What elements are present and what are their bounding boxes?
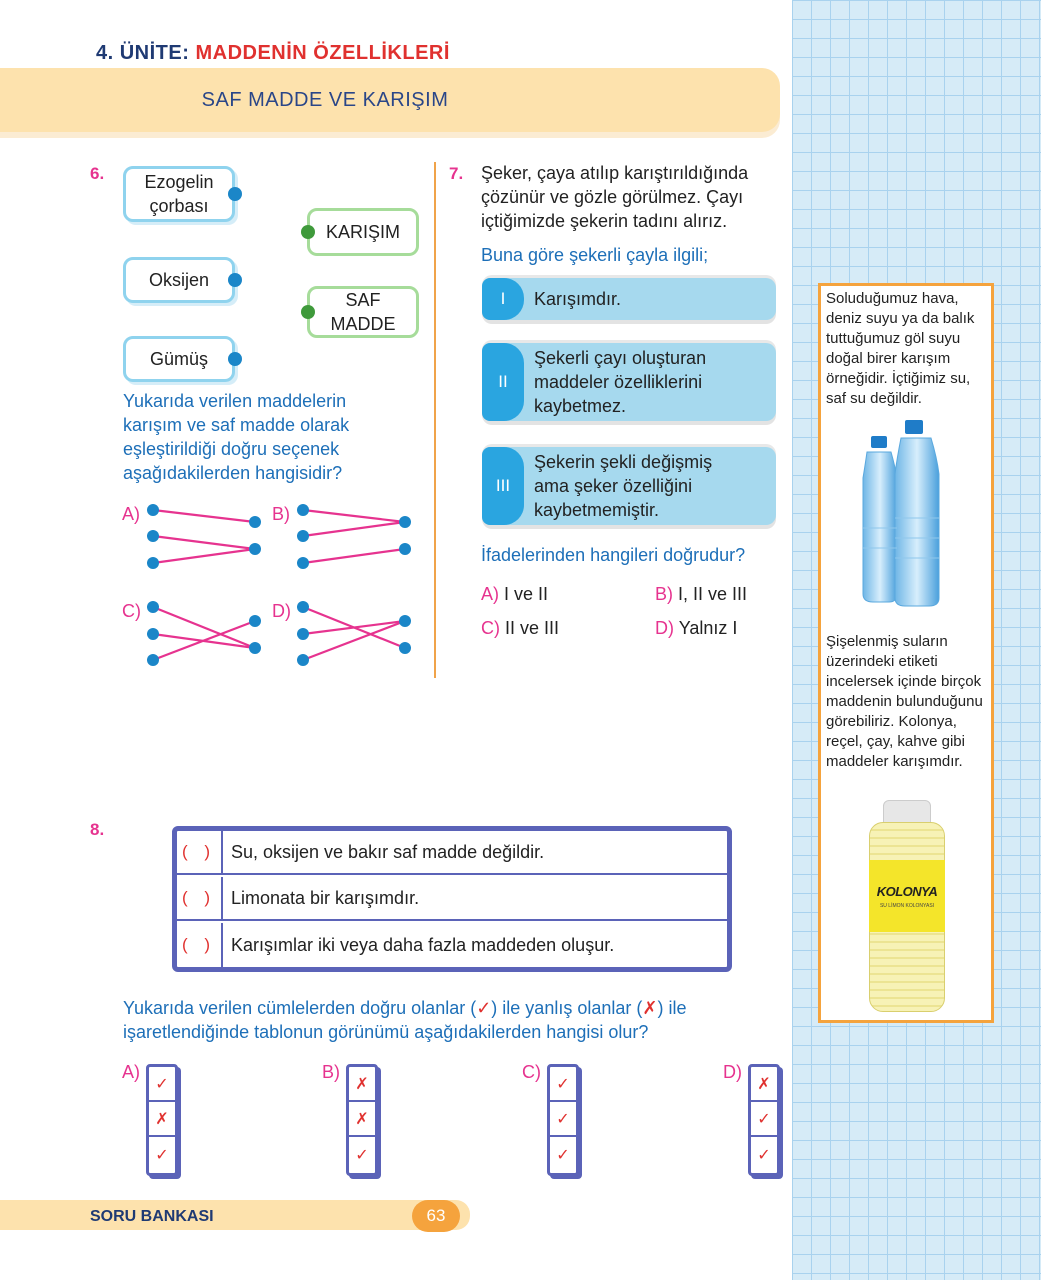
q7-option-b[interactable] — [655, 584, 747, 605]
unit-title: MADDENİN ÖZELLİKLERİ — [195, 42, 450, 64]
category-label: KARIŞIM — [325, 222, 400, 242]
category-card — [307, 208, 419, 256]
table-row — [177, 877, 728, 921]
cross-mark-icon: ✗ — [642, 998, 658, 1018]
category-label: SAF MADDE — [330, 290, 396, 334]
q6-option-b-label[interactable]: B) — [272, 504, 290, 524]
q7-number: 7. — [449, 164, 464, 183]
table-row — [177, 831, 728, 875]
option-letter: C) — [481, 618, 500, 638]
info-text-1: Soluduğumuz hava, deniz suyu ya da balık tuttuğumuz göl suyu doğal birer karışım örneğidir. İçtiğimiz su, saf su değildir. — [826, 290, 975, 407]
statement-text: Karışımdır. — [534, 289, 622, 309]
option-letter: D) — [655, 618, 674, 638]
q7-option-a[interactable] — [481, 584, 548, 605]
mark-icon: ✓ — [556, 1146, 570, 1164]
footer-label: SORU BANKASI — [90, 1208, 214, 1225]
check-mark-icon: ✓ — [476, 998, 492, 1018]
q7-text: Şeker, çaya atılıp karıştırıldığında çözünür ve gözle görülmez. Çayı içtiğimizde şekerin tadını alırız. — [481, 163, 749, 231]
q6-question: Yukarıda verilen maddelerin karışım ve saf madde olarak eşleştirildiği doğru seçenek aşağıdakilerden hangisidir? — [123, 391, 350, 483]
answer-blank[interactable]: ( ) — [177, 877, 223, 919]
statement-1 — [482, 278, 776, 320]
row-text: Limonata bir karışımdır. — [231, 887, 420, 908]
table-row — [177, 923, 728, 967]
water-bottles-image — [859, 418, 955, 608]
statement-numeral: III — [482, 447, 524, 525]
substance-card — [123, 257, 235, 303]
q8-option-b-table[interactable] — [346, 1064, 378, 1176]
topic-title: SAF MADDE VE KARIŞIM — [201, 88, 449, 111]
connector-dot — [301, 305, 315, 319]
statement-text: Şekerli çayı oluşturan maddeler özelliklerini kaybetmez. — [534, 348, 707, 416]
mark-icon: ✗ — [349, 1102, 375, 1137]
answer-blank[interactable]: ( ) — [177, 923, 223, 967]
match-line — [153, 510, 255, 522]
connector-dot — [228, 273, 242, 287]
match-line — [303, 522, 405, 536]
option-letter: A) — [481, 584, 499, 604]
unit-prefix: 4. ÜNİTE: — [96, 42, 190, 64]
q8-option-b-label[interactable]: B) — [322, 1062, 340, 1082]
footer-band — [0, 1200, 470, 1230]
q6-option-a-label[interactable]: A) — [122, 504, 140, 524]
substance-card — [123, 166, 235, 222]
q7-lead: Buna göre şekerli çayla ilgili; — [481, 245, 709, 265]
q8-option-a-table[interactable] — [146, 1064, 178, 1176]
q7-option-d[interactable] — [655, 618, 737, 639]
mark-icon: ✓ — [550, 1102, 576, 1137]
option-letter: B) — [655, 584, 673, 604]
q7-question: İfadelerinden hangileri doğrudur? — [481, 545, 746, 565]
mark-icon: ✓ — [355, 1146, 369, 1164]
page-number: 63 — [412, 1200, 460, 1232]
match-line — [153, 549, 255, 563]
column-divider — [434, 162, 436, 678]
q7-option-c[interactable] — [481, 618, 559, 639]
mark-icon: ✓ — [155, 1146, 169, 1164]
option-text: I, II ve III — [678, 584, 748, 604]
statement-2 — [482, 343, 776, 421]
q8-option-d-table[interactable] — [748, 1064, 780, 1176]
mark-icon: ✓ — [149, 1067, 175, 1102]
q8-question — [123, 996, 743, 1044]
q8-question-part: ) ile yanlış olanlar ( — [491, 998, 643, 1018]
substance-label: Oksijen — [148, 270, 210, 290]
option-text: II ve III — [505, 618, 560, 638]
category-card — [307, 286, 419, 338]
info-box — [818, 283, 994, 1023]
answer-blank[interactable]: ( ) — [177, 831, 223, 873]
q6-option-d-label[interactable]: D) — [272, 601, 291, 621]
row-text: Su, oksijen ve bakır saf madde değildir. — [231, 841, 545, 862]
q8-option-c-table[interactable] — [547, 1064, 579, 1176]
statement-numeral: I — [482, 278, 524, 320]
mark-icon: ✓ — [757, 1146, 771, 1164]
row-text: Karışımlar iki veya daha fazla maddeden oluşur. — [231, 934, 615, 955]
option-text: Yalnız I — [678, 618, 738, 638]
q8-option-d-label[interactable]: D) — [723, 1062, 742, 1082]
cologne-sublabel: SU LİMON KOLONYASI — [879, 902, 935, 909]
mark-icon: ✓ — [751, 1102, 777, 1137]
cologne-label: KOLONYA — [876, 883, 938, 899]
substance-label: Ezogelin çorbası — [144, 172, 214, 216]
unit-heading — [96, 42, 450, 65]
q8-question-part: Yukarıda verilen cümlelerden doğru olanlar ( — [123, 998, 477, 1018]
match-line — [303, 510, 405, 522]
statement-3 — [482, 447, 776, 525]
match-line — [153, 536, 255, 549]
mark-icon: ✓ — [550, 1067, 576, 1102]
connector-dot — [301, 225, 315, 239]
cologne-bottle-image — [869, 800, 945, 1012]
statement-text: Şekerin şekli değişmiş ama şeker özelliğini kaybetmemiştir. — [534, 452, 713, 520]
q8-table — [172, 826, 732, 972]
q6-number: 6. — [90, 164, 105, 183]
match-line — [303, 549, 405, 563]
mark-icon: ✗ — [149, 1102, 175, 1137]
substance-label: Gümüş — [149, 349, 209, 369]
mark-icon: ✗ — [349, 1067, 375, 1102]
q8-option-a-label[interactable]: A) — [122, 1062, 140, 1082]
connector-dot — [228, 187, 242, 201]
q8-option-c-label[interactable]: C) — [522, 1062, 541, 1082]
q8-number: 8. — [90, 820, 105, 839]
topic-banner — [0, 68, 780, 132]
substance-card — [123, 336, 235, 382]
option-text: I ve II — [504, 584, 549, 604]
info-text-2: Şişelenmiş suların üzerindeki etiketi incelersek içinde birçok maddenin bulunduğunu görebiliriz. Kolonya, reçel, çay, kahve gibi maddeler karışımdır. — [826, 633, 983, 770]
q8-question-part: ) ile işaretlendiğinde tablonun görünümü aşağıdakilerden hangisi olur? — [123, 998, 687, 1042]
statement-numeral: II — [482, 343, 524, 421]
mark-icon: ✗ — [751, 1067, 777, 1102]
q6-matching-diagrams — [140, 500, 420, 670]
connector-dot — [228, 352, 242, 366]
q6-option-c-label[interactable]: C) — [122, 601, 141, 621]
